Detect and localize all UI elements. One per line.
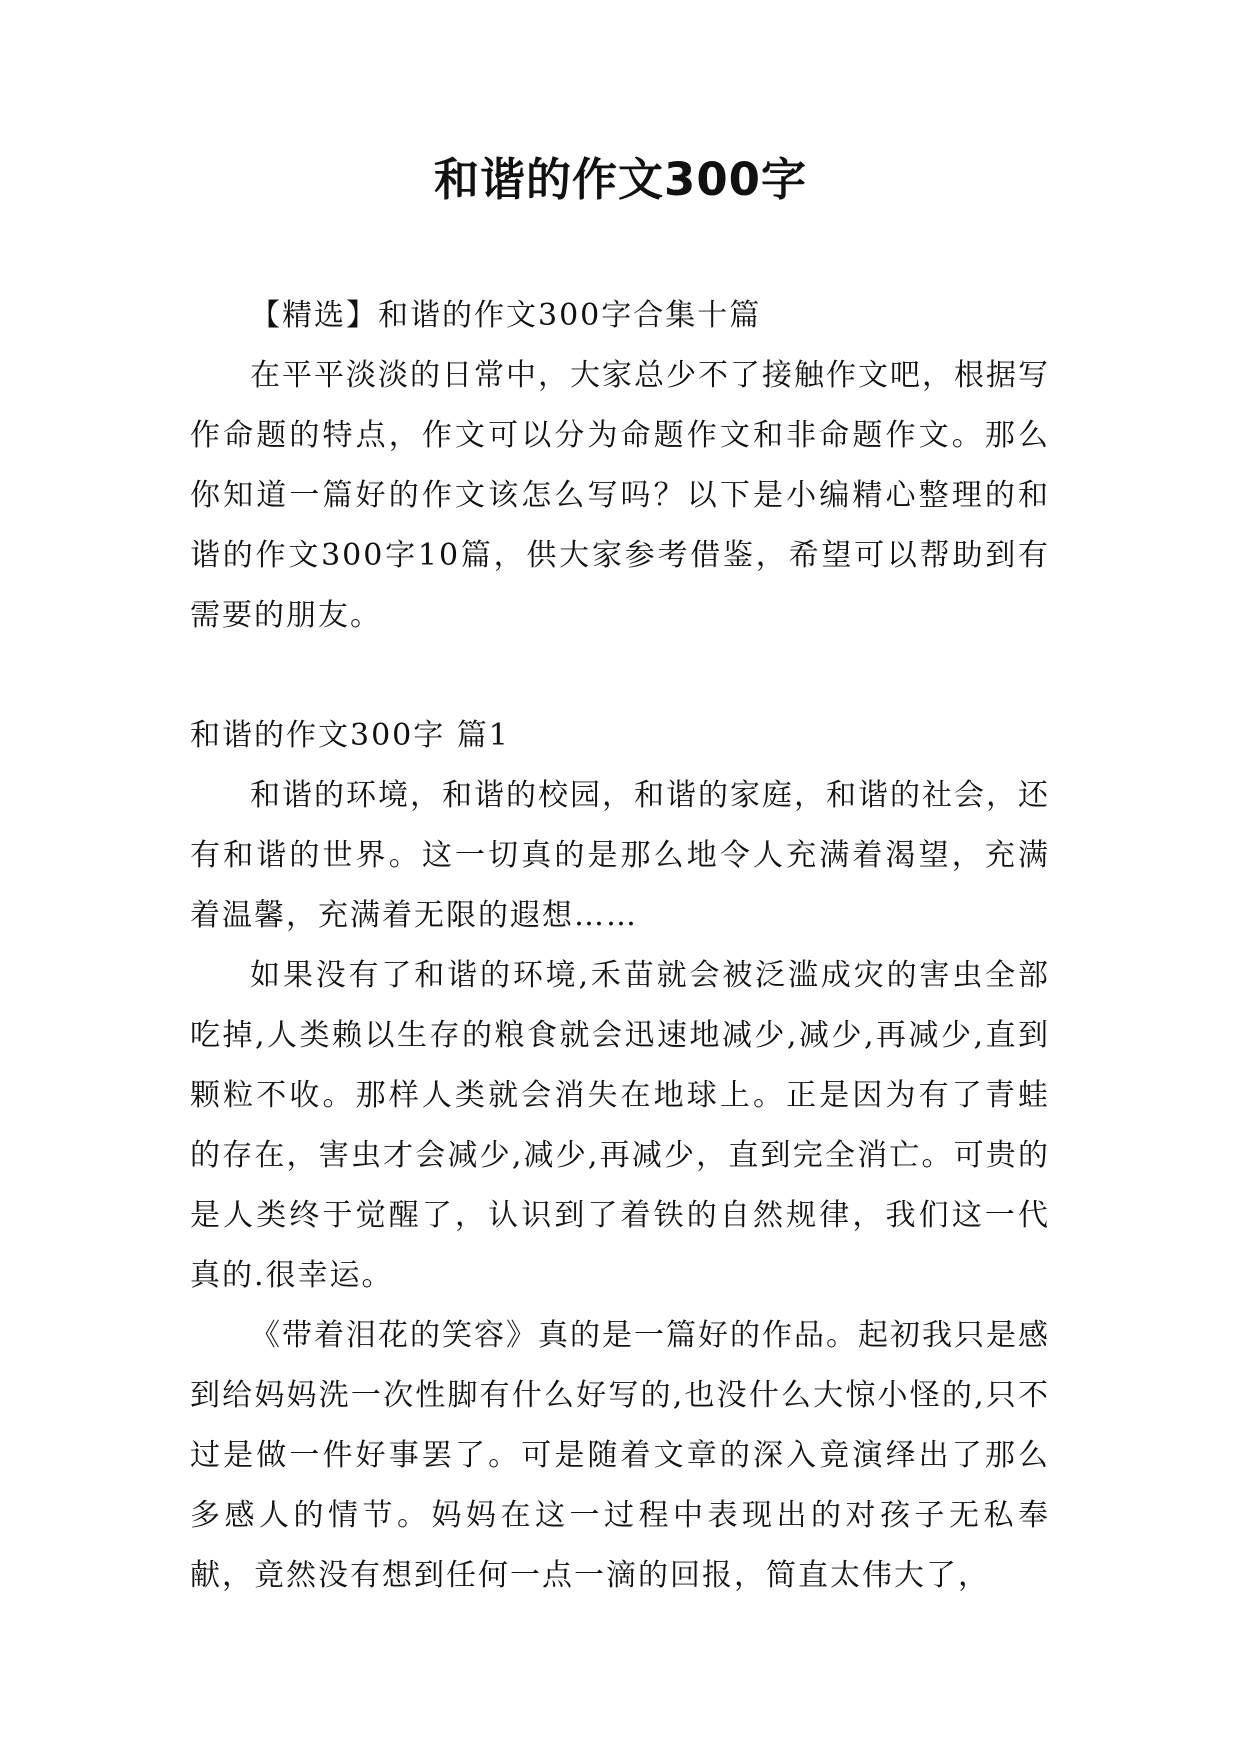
section-paragraph: 如果没有了和谐的环境,禾苗就会被泛滥成灾的害虫全部吃掉,人类赖以生存的粮食就会迅速地减少,减少,再减少,直到颗粒不收。那样人类就会消失在地球上。正是因为有了青蛙的存在，害虫才会减少,减少,再减少，直到完全消亡。可贵的是人类终于觉醒了，认识到了着铁的自然规律，我们这一代真的.很幸运。 xyxy=(190,958,1050,1293)
section-heading: 和谐的作文300字 篇1 xyxy=(190,718,510,753)
document-subtitle: 【精选】和谐的作文300字合集十篇 xyxy=(250,298,762,333)
document-body xyxy=(190,286,1050,1606)
intro-paragraph: 在平平淡淡的日常中，大家总少不了接触作文吧，根据写作命题的特点，作文可以分为命题作文和非命题作文。那么你知道一篇好的作文该怎么写吗？以下是小编精心整理的和谐的作文300字10篇，供大家参考借鉴，希望可以帮助到有需要的朋友。 xyxy=(190,358,1050,633)
section-paragraph: 和谐的环境，和谐的校园，和谐的家庭，和谐的社会，还有和谐的世界。这一切真的是那么地令人充满着渴望，充满着温馨，充满着无限的遐想…… xyxy=(190,778,1050,933)
section-paragraph: 《带着泪花的笑容》真的是一篇好的作品。起初我只是感到给妈妈洗一次性脚有什么好写的,也没什么大惊小怪的,只不过是做一件好事罢了。可是随着文章的深入竟演绎出了那么多感人的情节。妈妈在这一过程中表现出的对孩子无私奉献，竟然没有想到任何一点一滴的回报，简直太伟大了， xyxy=(190,1318,1050,1593)
document-title: 和谐的作文300字 xyxy=(434,153,807,206)
